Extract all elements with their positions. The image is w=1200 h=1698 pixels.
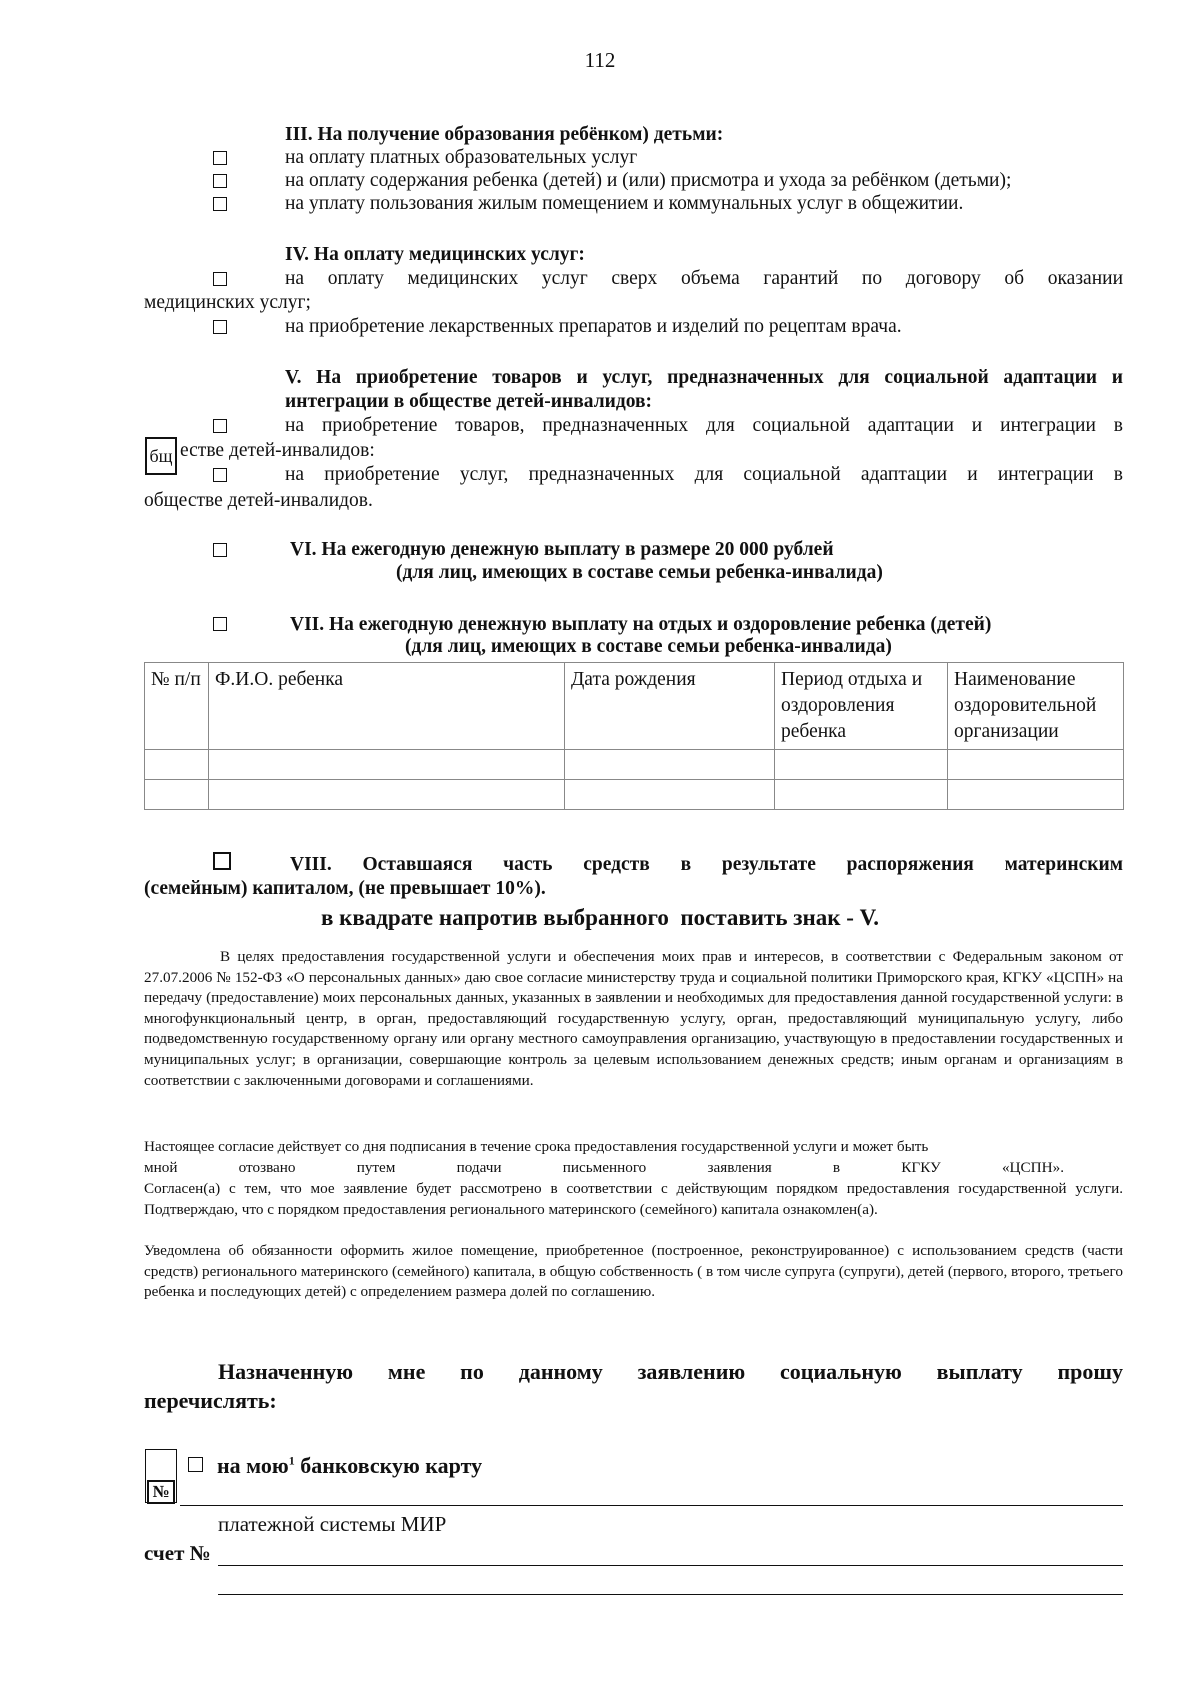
table-cell[interactable]: [948, 750, 1124, 780]
col-header-organization: Наименование оздоровительной организации: [948, 663, 1124, 750]
payment-heading-line1: Назначенную мне по данному заявлению социальную выплату прошу: [218, 1359, 1123, 1384]
table-cell[interactable]: [565, 780, 775, 810]
table-header-row: [145, 663, 1124, 750]
checkbox-sec5-item2[interactable]: [213, 468, 227, 482]
bank-card-label-post: банковскую карту: [294, 1453, 483, 1478]
checkbox-bank-card[interactable]: [188, 1457, 203, 1472]
table-cell[interactable]: [775, 750, 948, 780]
sec4-item1-line1: на оплату медицинских услуг сверх объема гарантий по договору об оказании: [285, 268, 1123, 289]
bank-card-label-pre: на мою: [217, 1453, 289, 1478]
account-number-line[interactable]: [218, 1565, 1123, 1566]
bank-card-label: [217, 1452, 482, 1480]
sec5-item1-line2: естве детей-инвалидов:: [180, 440, 375, 461]
checkbox-sec4-item1[interactable]: [213, 272, 227, 286]
section-6-title-line2: (для лиц, имеющих в составе семьи ребенка-инвалида): [396, 562, 883, 583]
section-7-title-line1: VII. На ежегодную денежную выплату на отдых и оздоровление ребенка (детей): [290, 614, 992, 635]
sec5-stamp-text: бщ: [149, 445, 173, 466]
consent-para1: В целях предоставления государственной услуги и обеспечения моих прав и интересов, в соответствии с Федеральным законом от 27.07.2006 № 152-ФЗ «О персональных данных» даю свое согласие министерству труда и социальной политики Приморского края, КГКУ «ЦСПН» на передачу (предоставление) моих персональных данных, указанных в заявлении и необходимых для предоставления данной государственной услуги: в многофункциональный центр, в орган, предоставляющий государственную услугу, орган, предоставляющий муниципальную услугу, либо подведомственную государственному органу или органу местного самоуправления организацию, участвующую в предоставлении государственных и муниципальных услуг; в организации, совершающие контроль за целевым использованием денежных средств; иным органам и организациям в соответствии с заключенными договорами и соглашениями.: [144, 948, 1123, 1089]
children-table: [144, 662, 1124, 810]
section-5-title-line1: V. На приобретение товаров и услуг, предназначенных для социальной адаптации и: [285, 367, 1123, 388]
section-4-title: IV. На оплату медицинских услуг:: [285, 244, 585, 265]
col-header-number: № п/п: [145, 663, 209, 750]
table-row: [145, 780, 1124, 810]
payment-heading-line2: перечислять:: [144, 1388, 277, 1413]
col-header-rest-period: Период отдыха и оздоровления ребенка: [775, 663, 948, 750]
section-5-title-line2: интеграции в обществе детей-инвалидов:: [285, 391, 653, 412]
sec5-item1-line1: на приобретение товаров, предназначенных для социальной адаптации и интеграции в: [285, 415, 1123, 436]
consent-para3: Согласен(а) с тем, что мое заявление будет рассмотрено в соответствии с действующим порядком предоставления государственной услуги. Подтверждаю, что с порядком предоставления регионального материнского (семейного) капитала ознакомлен(а).: [144, 1180, 1123, 1218]
table-row: [145, 750, 1124, 780]
sec5-stamp-box: [145, 437, 177, 475]
table-cell[interactable]: [145, 780, 209, 810]
table-cell[interactable]: [775, 780, 948, 810]
card-number-line[interactable]: [180, 1505, 1123, 1506]
account-number-line-2[interactable]: [218, 1594, 1123, 1595]
sec3-item1: на оплату платных образовательных услуг: [285, 147, 638, 168]
checkbox-sec7[interactable]: [213, 617, 227, 631]
consent-para2-line2: мной отозвано путем подачи письменного заявления в КГКУ «ЦСПН».: [144, 1159, 1064, 1176]
checkbox-sec4-item2[interactable]: [213, 320, 227, 334]
section-3-title: III. На получение образования ребёнком) детьми:: [285, 124, 724, 145]
checkbox-sec3-item2[interactable]: [213, 174, 227, 188]
number-stamp: [147, 1480, 175, 1504]
table-cell[interactable]: [145, 750, 209, 780]
section-6-title-line1: VI. На ежегодную денежную выплату в размере 20 000 рублей: [290, 539, 834, 560]
checkbox-sec3-item3[interactable]: [213, 197, 227, 211]
section-8-title-line2: (семейным) капиталом, (не превышает 10%).: [144, 878, 546, 899]
table-cell[interactable]: [565, 750, 775, 780]
sec4-item2: на приобретение лекарственных препаратов и изделий по рецептам врача.: [285, 316, 902, 337]
checkbox-sec8[interactable]: [213, 852, 231, 870]
sec5-item2-line1: на приобретение услуг, предназначенных для социальной адаптации и интеграции в: [285, 464, 1123, 485]
checkbox-sec6[interactable]: [213, 543, 227, 557]
footnote-marker: 1: [288, 1453, 295, 1468]
consent-para2-line1: Настоящее согласие действует со дня подписания в течение срока предоставления государственной услуги и может быть: [144, 1138, 929, 1155]
sec3-item3: на уплату пользования жилым помещением и коммунальных услуг в общежитии.: [285, 193, 964, 214]
page-number: 112: [584, 48, 616, 72]
sec3-item2: на оплату содержания ребенка (детей) и (или) присмотра и ухода за ребёнком (детьми);: [285, 170, 1012, 191]
consent-para4: Уведомлена об обязанности оформить жилое помещение, приобретенное (построенное, реконструированное) с использованием средств (части средств) регионального материнского (семейного) капитала, в общую собственность ( в том числе супруга (супруги), детей (первого, второго, третьего ребенка и последующих детей) с определением размера долей по соглашению.: [144, 1242, 1123, 1301]
number-stamp-text: №: [152, 1482, 170, 1501]
sec5-item2-line2: обществе детей-инвалидов.: [144, 490, 373, 511]
section-8-title-line1: VIII. Оставшаяся часть средств в результате распоряжения материнским: [290, 854, 1123, 875]
account-label: счет №: [144, 1541, 211, 1565]
table-cell[interactable]: [948, 780, 1124, 810]
instruction-text: в квадрате напротив выбранного поставить знак - V.: [320, 905, 880, 930]
table-cell[interactable]: [209, 750, 565, 780]
payment-system-label: платежной системы МИР: [218, 1512, 447, 1536]
section-7-title-line2: (для лиц, имеющих в составе семьи ребенка-инвалида): [405, 636, 892, 657]
col-header-birth-date: Дата рождения: [565, 663, 775, 750]
checkbox-sec3-item1[interactable]: [213, 151, 227, 165]
sec4-item1-line2: медицинских услуг;: [144, 292, 311, 313]
checkbox-sec5-item1[interactable]: [213, 419, 227, 433]
table-cell[interactable]: [209, 780, 565, 810]
col-header-child-name: Ф.И.О. ребенка: [209, 663, 565, 750]
